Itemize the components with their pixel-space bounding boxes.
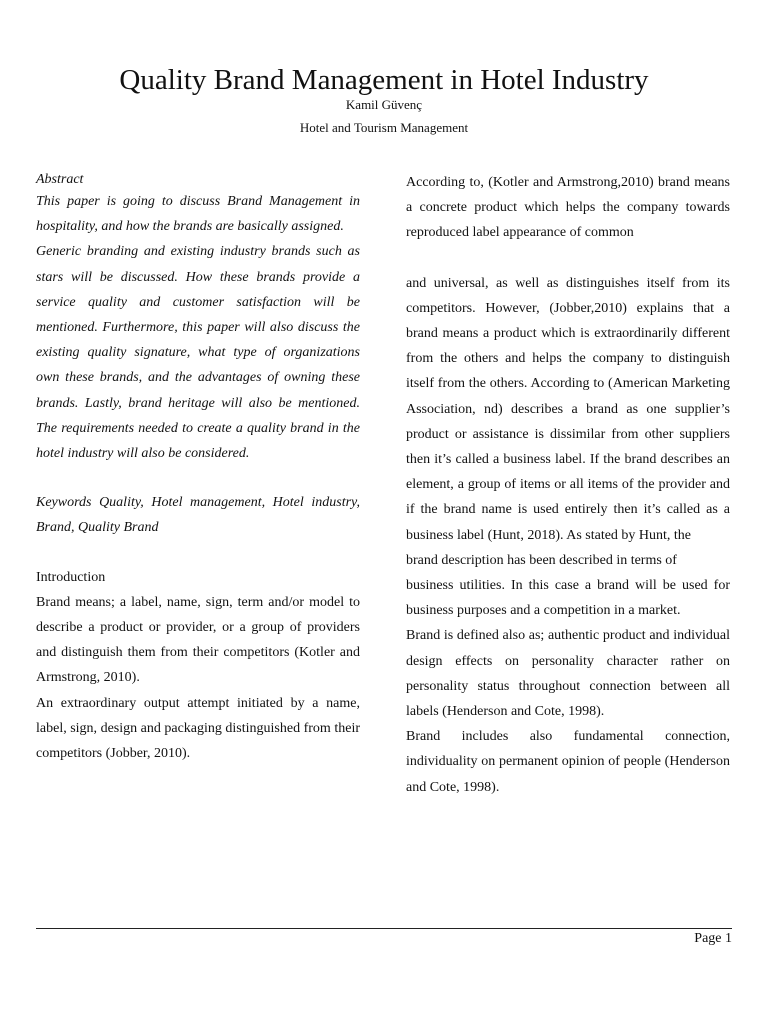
body-paragraph-1: According to, (Kotler and Armstrong,2010) brand means a concrete product which helps the company towards reproduced label appearance of common (406, 175, 730, 241)
abstract-heading: Abstract (36, 172, 84, 187)
body-paragraph-2-continued: business utilities. In this case a brand will be used for business purposes and a competition in a market. (406, 578, 730, 619)
body-paragraph-2: and universal, as well as distinguishes itself from its competitors. However, (Jobber,2010) explains that a brand means a product which is extraordinarily different from the others and helps the company to distinguish itself from the others. According to (American Marketing Association, nd) describes a brand as one supplier’s product or assistance is dissimilar from other suppliers then it’s called a business label. If the brand describes an element, a group of items or all items of the provider and if the brand name is used entirely then it’s called as a business label (Hunt, 2018). As stated by Hunt, the (406, 275, 730, 543)
footer-divider (36, 928, 732, 929)
keywords: Keywords Quality, Hotel management, Hotel industry, Brand, Quality Brand (36, 495, 360, 536)
body-paragraph-2-line: brand description has been described in terms of (406, 552, 677, 568)
abstract-paragraph-2: Generic branding and existing industry brands such as stars will be discussed. How these brands provide a service quality and customer satisfaction will be mentioned. Furthermore, this paper will also discuss the existing quality signature, what type of organizations own these brands, and the advantages of owning these brands. Lastly, brand heritage will also be mentioned. The requirements needed to create a quality brand in the hotel industry will also be considered. (36, 244, 360, 462)
author-name: Kamil Güvenç (345, 97, 423, 112)
introduction-paragraph-1: Brand means; a label, name, sign, term and/or model to describe a product or provider, or a group of providers and distinguish them from their competitors (Kotler and Armstrong, 2010). (36, 594, 360, 686)
page-number: Page 1 (694, 931, 732, 946)
abstract-paragraph-1: This paper is going to discuss Brand Management in hospitality, and how the brands are basically assigned. (36, 194, 360, 235)
body-paragraph-3: Brand is defined also as; authentic product and individual design effects on personality character rather on personality status throughout connection between all labels (Henderson and Cote, 1998). (406, 628, 730, 720)
introduction-paragraph-2: An extraordinary output attempt initiated by a name, label, sign, design and packaging distinguished from their competitors (Jobber, 2010). (36, 695, 360, 762)
author-affiliation: Hotel and Tourism Management (299, 120, 469, 135)
introduction-heading: Introduction (36, 569, 106, 585)
right-column (406, 170, 730, 800)
body-paragraph-4: Brand includes also fundamental connection, individuality on permanent opinion of people (Henderson and Cote, 1998). (406, 729, 730, 795)
left-column (36, 170, 360, 766)
paper-title: Quality Brand Management in Hotel Industry (119, 64, 649, 96)
